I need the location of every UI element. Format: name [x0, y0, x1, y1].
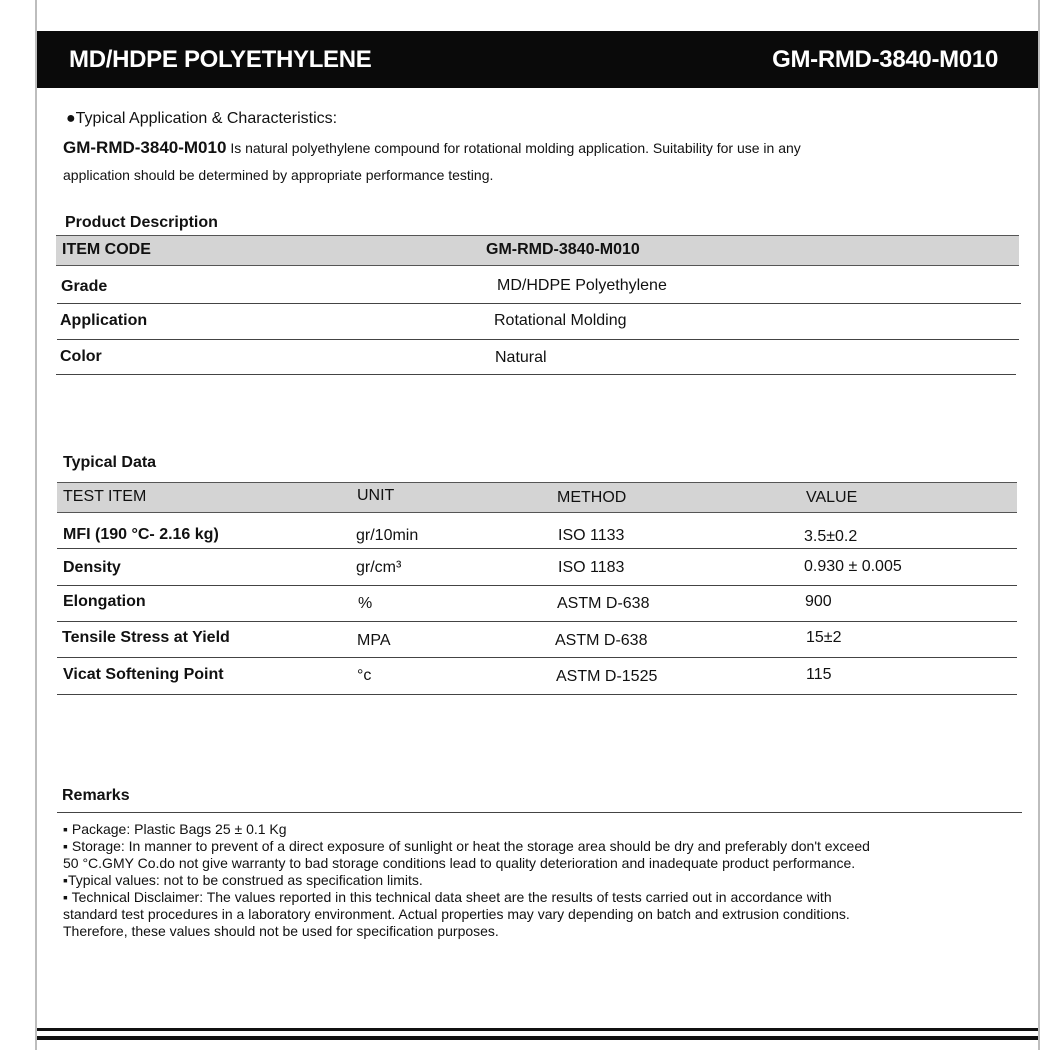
mfi-test-item: MFI (190 °C- 2.16 kg): [63, 526, 219, 543]
remark-line: ▪ Package: Plastic Bags 25 ± 0.1 Kg: [63, 821, 287, 837]
density-value: 0.930 ± 0.005: [804, 558, 902, 575]
product-title: MD/HDPE POLYETHYLENE: [69, 45, 372, 73]
intro-product-code: GM-RMD-3840-M010: [63, 138, 227, 157]
remark-line: ▪Typical values: not to be construed as specification limits.: [63, 872, 423, 888]
divider-line: [57, 585, 1017, 586]
mfi-method: ISO 1133: [558, 527, 625, 544]
page-border-right: [1038, 0, 1040, 1050]
elongation-test-item: Elongation: [63, 593, 146, 610]
intro-heading: ●Typical Application & Characteristics:: [66, 110, 338, 127]
grade-label: Grade: [61, 278, 108, 295]
grade-value: MD/HDPE Polyethylene: [497, 277, 667, 294]
typical-data-title: Typical Data: [63, 454, 157, 471]
remarks-title: Remarks: [62, 787, 130, 804]
remark-line: Therefore, these values should not be used for specification purposes.: [63, 923, 499, 939]
density-method: ISO 1183: [558, 559, 625, 576]
divider-line: [57, 621, 1017, 622]
application-label: Application: [60, 312, 148, 329]
mfi-unit: gr/10min: [356, 527, 419, 544]
vicat-test-item: Vicat Softening Point: [63, 666, 224, 683]
remarks-text: [63, 821, 1023, 940]
remark-line: standard test procedures in a laboratory environment. Actual properties may vary depending on batch and extrusion conditions.: [63, 906, 850, 922]
product-code-header: GM-RMD-3840-M010: [772, 45, 998, 73]
footer-rule: [37, 1028, 1038, 1031]
product-description-title: Product Description: [65, 214, 218, 231]
remark-line: ▪ Technical Disclaimer: The values reported in this technical data sheet are the results of tests carried out in accordance with: [63, 889, 832, 905]
tensile-value: 15±2: [806, 629, 842, 646]
item-code-value: GM-RMD-3840-M010: [486, 241, 640, 258]
vicat-method: ASTM D-1525: [556, 668, 658, 685]
application-value: Rotational Molding: [494, 312, 627, 329]
divider-line: [56, 374, 1016, 375]
tensile-test-item: Tensile Stress at Yield: [62, 629, 230, 646]
elongation-unit: %: [358, 595, 373, 612]
intro-line-2: application should be determined by appropriate performance testing.: [63, 167, 494, 183]
divider-line: [57, 548, 1017, 549]
mfi-value: 3.5±0.2: [804, 528, 858, 545]
remark-line: ▪ Storage: In manner to prevent of a direct exposure of sunlight or heat the storage area should be dry and preferably don't exceed: [63, 838, 870, 854]
divider-line: [57, 339, 1019, 340]
title-bar: [37, 31, 1038, 88]
tensile-method: ASTM D-638: [555, 632, 648, 649]
divider-line: [57, 657, 1017, 658]
intro-line-1: [63, 138, 801, 158]
remark-line: 50 °C.GMY Co.do not give warranty to bad storage conditions lead to quality deterioration and inadequate product performance.: [63, 855, 856, 871]
elongation-value: 900: [805, 593, 832, 610]
vicat-unit: °c: [357, 667, 372, 684]
tensile-unit: MPA: [357, 632, 391, 649]
vicat-value: 115: [806, 666, 832, 683]
elongation-method: ASTM D-638: [557, 595, 650, 612]
column-header-unit: UNIT: [357, 487, 395, 504]
footer-rule: [37, 1036, 1038, 1040]
color-value: Natural: [495, 349, 547, 366]
divider-line: [57, 303, 1021, 304]
density-unit: gr/cm³: [356, 559, 402, 576]
divider-line: [57, 812, 1022, 813]
divider-line: [57, 694, 1017, 695]
column-header-method: METHOD: [557, 489, 627, 506]
density-test-item: Density: [63, 559, 121, 576]
typical-data-header-row: [57, 482, 1017, 513]
color-label: Color: [60, 348, 102, 365]
intro-line-1-text: Is natural polyethylene compound for rotational molding application. Suitability for use in any: [226, 140, 801, 156]
column-header-test-item: TEST ITEM: [63, 488, 147, 505]
item-code-label: ITEM CODE: [62, 241, 151, 258]
column-header-value: VALUE: [806, 489, 858, 506]
page-border-left: [35, 0, 37, 1050]
